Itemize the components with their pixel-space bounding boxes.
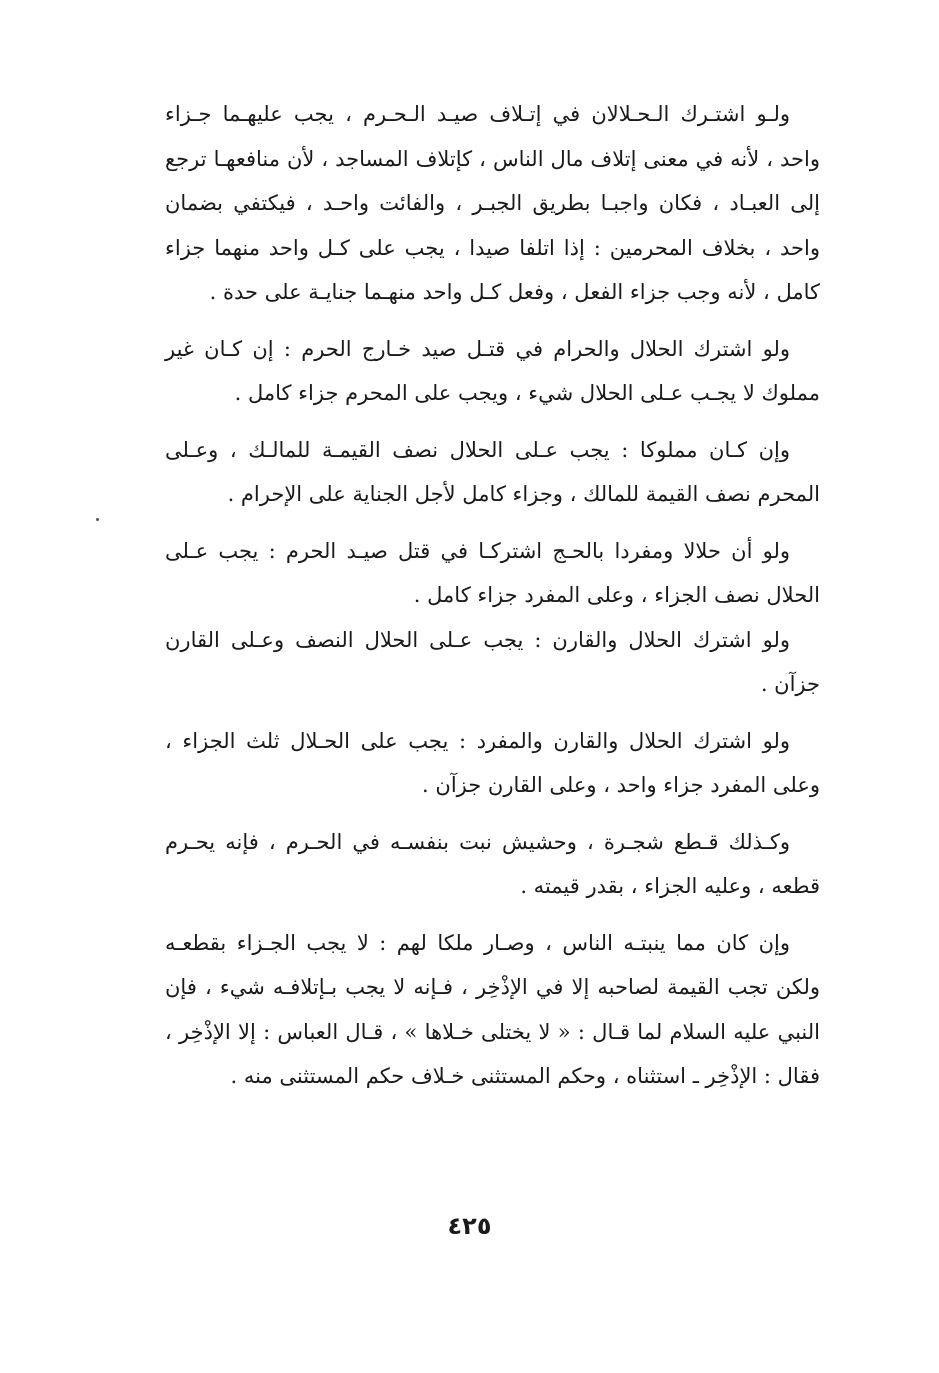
paragraph-2: ولو اشترك الحلال والحرام في قتـل صيد خـارج الحرم : إن كـان غير مملوك لا يجـب عـلى الحلال شيء ، ويجب على المحرم جزاء كامل . [165, 336, 820, 405]
page-number: ٤٢٥ [447, 1212, 492, 1240]
paragraph-1: ولـو اشتـرك الـحـلالان في إتـلاف صيـد الـحـرم ، يجب عليهـما جـزاء واحد ، لأنه في معنى إتلاف مال الناس ، كإتلاف المساجد ، لأن منافعهـا ترجع إلى العبـاد ، فكان واجبـا بطريق الجبـر ، والفائت واحـد ، فيكتفي بضمان واحد ، بخلاف المحرمين : إذا اتلفا صيدا ، يجب على كـل واحد منهما جزاء كامل ، لأنه وجب جزاء الفعل ، وفعل كـل واحد منهـما جنايـة على حدة . [165, 102, 820, 304]
body-text [165, 92, 820, 1099]
paragraph-4: ولو أن حلالا ومفردا بالحـج اشتركـا في قتل صيـد الحرم : يجب عـلى الحلال نصف الجزاء ، وعلى المفرد جزاء كامل . [165, 538, 820, 607]
paragraph-7: وكـذلك قـطع شجـرة ، وحشيش نبت بنفسـه في الحـرم ، فإنه يحـرم قطعه ، وعليه الجزاء ، بقدر قيمته . [165, 829, 820, 898]
paragraph-6: ولو اشترك الحلال والقارن والمفرد : يجب على الحـلال ثلث الجزاء ، وعلى المفرد جزاء واحد ، وعلى القارن جزآن . [165, 728, 820, 797]
scan-speck [96, 518, 99, 521]
paragraph-5: ولو اشترك الحلال والقارن : يجب عـلى الحلال النصف وعـلى القارن جزآن . [165, 627, 820, 696]
paragraph-3: وإن كـان مملوكا : يجب عـلى الحلال نصف القيمـة للمالـك ، وعـلى المحرم نصف القيمة للمالك ، وجزاء كامل لأجل الجناية على الإحرام . [165, 437, 820, 506]
paragraph-8: وإن كان مما ينبتـه الناس ، وصـار ملكا لهم : لا يجب الجـزاء بقطعـه ولكن تجب القيمة لصاحبه إلا في الإذْخِر ، فـإنه لا يجب بـإتلافـه شيء ، فإن النبي عليه السلام لما قـال : « لا يختلى خـلاها » ، قـال العباس : إلا الإذْخِر ، فقال : الإذْخِر ـ استثناه ، وحكم المستثنى خـلاف حكم المستثنى منه . [165, 930, 820, 1088]
